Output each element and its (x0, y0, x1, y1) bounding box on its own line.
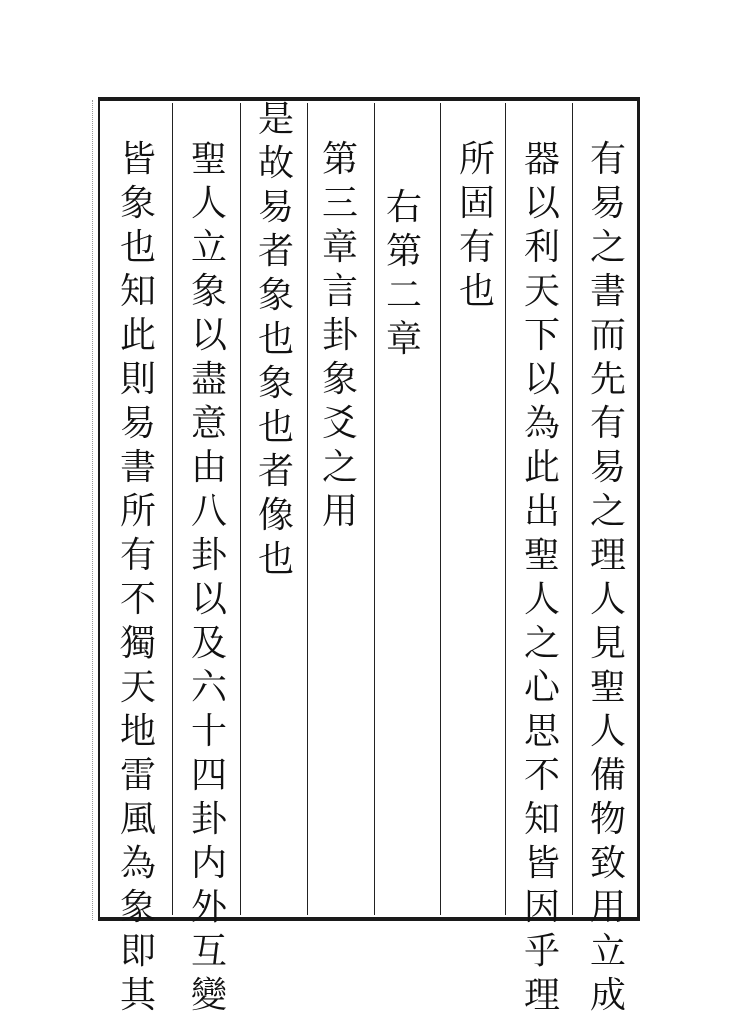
text-column-4 (382, 186, 426, 362)
column-rule (374, 103, 375, 915)
glyph: 外 (190, 887, 227, 928)
glyph: 卦 (190, 535, 227, 576)
glyph: 八 (190, 491, 227, 532)
glyph: 言 (321, 271, 358, 312)
glyph: 盡 (190, 359, 227, 400)
glyph: 而 (589, 315, 626, 356)
glyph: 思 (523, 711, 560, 752)
glyph: 獨 (119, 623, 156, 664)
glyph: 人 (523, 579, 560, 620)
glyph: 象 (257, 363, 294, 404)
glyph: 内 (190, 843, 227, 884)
glyph: 易 (119, 403, 156, 444)
column-rule (172, 103, 173, 915)
glyph: 因 (523, 887, 560, 928)
glyph: 及 (190, 623, 227, 664)
glyph: 聖 (589, 667, 626, 708)
glyph: 人 (589, 579, 626, 620)
glyph: 象 (119, 887, 156, 928)
glyph: 互 (190, 931, 227, 972)
glyph: 意 (190, 403, 227, 444)
glyph: 也 (458, 271, 495, 312)
glyph: 先 (589, 359, 626, 400)
glyph: 二 (385, 275, 422, 316)
glyph: 理 (523, 975, 560, 1016)
glyph: 聖 (190, 139, 227, 180)
glyph: 第 (321, 139, 358, 180)
glyph: 三 (321, 183, 358, 224)
glyph: 皆 (119, 139, 156, 180)
glyph: 象 (257, 275, 294, 316)
glyph: 則 (119, 359, 156, 400)
glyph: 有 (458, 227, 495, 268)
glyph: 雷 (119, 755, 156, 796)
glyph: 章 (385, 319, 422, 360)
glyph: 利 (523, 227, 560, 268)
glyph: 所 (458, 139, 495, 180)
glyph: 卦 (321, 315, 358, 356)
glyph: 有 (119, 535, 156, 576)
glyph: 卦 (190, 799, 227, 840)
glyph: 為 (119, 843, 156, 884)
glyph: 知 (523, 799, 560, 840)
glyph: 六 (190, 667, 227, 708)
column-rule (240, 103, 241, 915)
glyph: 象 (321, 359, 358, 400)
glyph: 人 (190, 183, 227, 224)
glyph: 立 (589, 931, 626, 972)
page-edge (92, 100, 93, 920)
column-rule (505, 103, 506, 915)
column-rule (307, 103, 308, 915)
glyph: 之 (589, 491, 626, 532)
glyph: 不 (523, 755, 560, 796)
text-column-7 (187, 138, 231, 1018)
glyph: 聖 (523, 535, 560, 576)
glyph: 心 (523, 667, 560, 708)
glyph: 用 (321, 491, 358, 532)
text-column-1 (586, 138, 630, 1018)
glyph: 之 (321, 447, 358, 488)
glyph: 易 (589, 447, 626, 488)
glyph: 故 (257, 143, 294, 184)
glyph: 者 (257, 451, 294, 492)
text-column-3 (455, 138, 499, 314)
glyph: 者 (257, 231, 294, 272)
glyph: 以 (523, 183, 560, 224)
glyph: 風 (119, 799, 156, 840)
glyph: 之 (523, 623, 560, 664)
glyph: 以 (190, 315, 227, 356)
text-column-2 (520, 138, 564, 1018)
glyph: 乎 (523, 931, 560, 972)
glyph: 由 (190, 447, 227, 488)
glyph: 是 (257, 99, 294, 140)
column-rule (572, 103, 573, 915)
glyph: 皆 (523, 843, 560, 884)
glyph: 出 (523, 491, 560, 532)
glyph: 知 (119, 271, 156, 312)
glyph: 也 (119, 227, 156, 268)
glyph: 其 (119, 975, 156, 1016)
glyph: 見 (589, 623, 626, 664)
glyph: 地 (119, 711, 156, 752)
glyph: 變 (190, 975, 227, 1016)
glyph: 即 (119, 931, 156, 972)
glyph: 所 (119, 491, 156, 532)
glyph: 天 (119, 667, 156, 708)
text-column-6 (254, 98, 298, 582)
glyph: 物 (589, 799, 626, 840)
glyph: 右 (385, 187, 422, 228)
glyph: 十 (190, 711, 227, 752)
glyph: 此 (119, 315, 156, 356)
glyph: 不 (119, 579, 156, 620)
glyph: 人 (589, 711, 626, 752)
glyph: 以 (523, 359, 560, 400)
glyph: 易 (589, 183, 626, 224)
glyph: 有 (589, 139, 626, 180)
glyph: 書 (589, 271, 626, 312)
glyph: 像 (257, 495, 294, 536)
glyph: 此 (523, 447, 560, 488)
column-rule (440, 103, 441, 915)
glyph: 章 (321, 227, 358, 268)
glyph: 也 (257, 319, 294, 360)
glyph: 第 (385, 231, 422, 272)
glyph: 為 (523, 403, 560, 444)
glyph: 爻 (321, 403, 358, 444)
glyph: 用 (589, 887, 626, 928)
glyph: 有 (589, 403, 626, 444)
glyph: 之 (589, 227, 626, 268)
glyph: 理 (589, 535, 626, 576)
glyph: 器 (523, 139, 560, 180)
glyph: 天 (523, 271, 560, 312)
glyph: 固 (458, 183, 495, 224)
glyph: 致 (589, 843, 626, 884)
text-column-5 (318, 138, 362, 534)
glyph: 四 (190, 755, 227, 796)
glyph: 也 (257, 407, 294, 448)
glyph: 以 (190, 579, 227, 620)
glyph: 備 (589, 755, 626, 796)
glyph: 易 (257, 187, 294, 228)
glyph: 也 (257, 539, 294, 580)
glyph: 象 (119, 183, 156, 224)
text-column-8 (116, 138, 160, 1018)
glyph: 成 (589, 975, 626, 1016)
glyph: 下 (523, 315, 560, 356)
glyph: 立 (190, 227, 227, 268)
glyph: 象 (190, 271, 227, 312)
glyph: 書 (119, 447, 156, 488)
